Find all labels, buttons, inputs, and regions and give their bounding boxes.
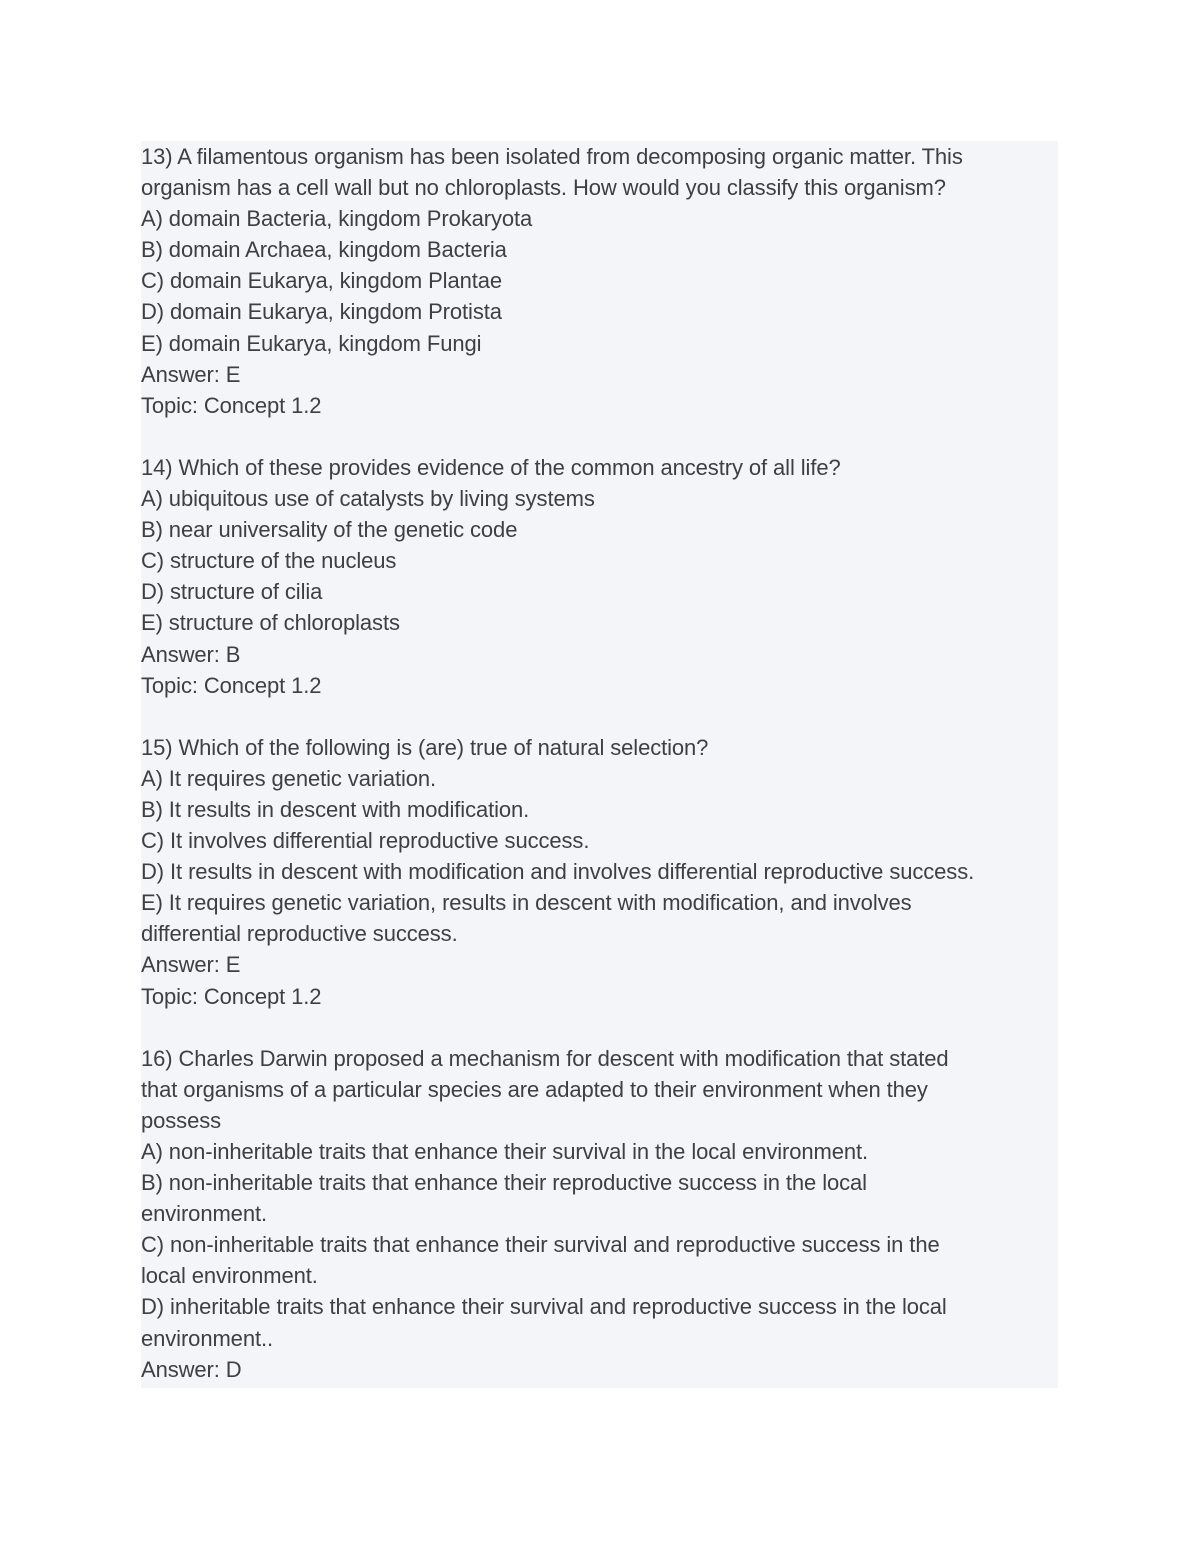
- question-list: [141, 141, 1058, 1385]
- question-16-option-c-line-2: local environment.: [141, 1263, 318, 1289]
- question-14-option-e: E) structure of chloroplasts: [141, 610, 400, 636]
- question-13-option-e: E) domain Eukarya, kingdom Fungi: [141, 330, 482, 356]
- question-15-option-c: C) It involves differential reproductive success.: [141, 828, 590, 854]
- question-14-option-b: B) near universality of the genetic code: [141, 517, 518, 543]
- question-13-option-b: B) domain Archaea, kingdom Bacteria: [141, 237, 507, 263]
- question-15-option-e-line-1: E) It requires genetic variation, results in descent with modification, and involves: [141, 890, 912, 916]
- question-15-stem: 15) Which of the following is (are) true of natural selection?: [141, 734, 709, 760]
- question-13-answer: Answer: E: [141, 361, 241, 387]
- question-13-stem-line-2: organism has a cell wall but no chloroplasts. How would you classify this organism?: [141, 175, 946, 201]
- question-15-option-a: A) It requires genetic variation.: [141, 765, 437, 791]
- question-14: [141, 452, 1058, 701]
- question-14-stem: 14) Which of these provides evidence of the common ancestry of all life?: [141, 454, 841, 480]
- question-15-option-e-line-2: differential reproductive success.: [141, 921, 458, 947]
- question-14-option-a: A) ubiquitous use of catalysts by living systems: [141, 486, 595, 512]
- question-16-stem-line-1: 16) Charles Darwin proposed a mechanism for descent with modification that stated: [141, 1045, 949, 1071]
- question-14-option-c: C) structure of the nucleus: [141, 548, 397, 574]
- question-15-topic: Topic: Concept 1.2: [141, 983, 322, 1009]
- question-spacer: [141, 701, 1058, 732]
- question-spacer: [141, 421, 1058, 452]
- question-15-option-d: D) It results in descent with modification and involves differential reproductive success.: [141, 859, 975, 885]
- question-15: [141, 732, 1058, 1012]
- question-14-answer: Answer: B: [141, 641, 241, 667]
- question-16: [141, 1043, 1058, 1385]
- question-16-answer: Answer: D: [141, 1356, 242, 1382]
- question-16-option-b-line-1: B) non-inheritable traits that enhance their reproductive success in the local: [141, 1170, 867, 1196]
- question-13-stem-line-1: 13) A filamentous organism has been isolated from decomposing organic matter. This: [141, 144, 963, 169]
- question-13: [141, 141, 1058, 421]
- question-16-stem-line-2: that organisms of a particular species are adapted to their environment when they: [141, 1076, 928, 1102]
- question-16-option-d-line-1: D) inheritable traits that enhance their survival and reproductive success in the local: [141, 1294, 947, 1320]
- question-14-option-d: D) structure of cilia: [141, 579, 323, 605]
- question-16-stem-line-3: possess: [141, 1107, 222, 1133]
- question-16-option-d-line-2: environment..: [141, 1325, 273, 1351]
- question-16-option-b-line-2: environment.: [141, 1201, 267, 1227]
- question-14-topic: Topic: Concept 1.2: [141, 672, 322, 698]
- question-13-topic: Topic: Concept 1.2: [141, 392, 322, 418]
- question-13-option-d: D) domain Eukarya, kingdom Protista: [141, 299, 502, 325]
- question-16-option-c-line-1: C) non-inheritable traits that enhance their survival and reproductive success in the: [141, 1232, 940, 1258]
- question-15-option-b: B) It results in descent with modification.: [141, 796, 530, 822]
- question-15-answer: Answer: E: [141, 952, 241, 978]
- question-13-option-a: A) domain Bacteria, kingdom Prokaryota: [141, 206, 533, 232]
- question-spacer: [141, 1012, 1058, 1043]
- question-13-option-c: C) domain Eukarya, kingdom Plantae: [141, 268, 503, 294]
- question-16-option-a: A) non-inheritable traits that enhance their survival in the local environment.: [141, 1139, 869, 1164]
